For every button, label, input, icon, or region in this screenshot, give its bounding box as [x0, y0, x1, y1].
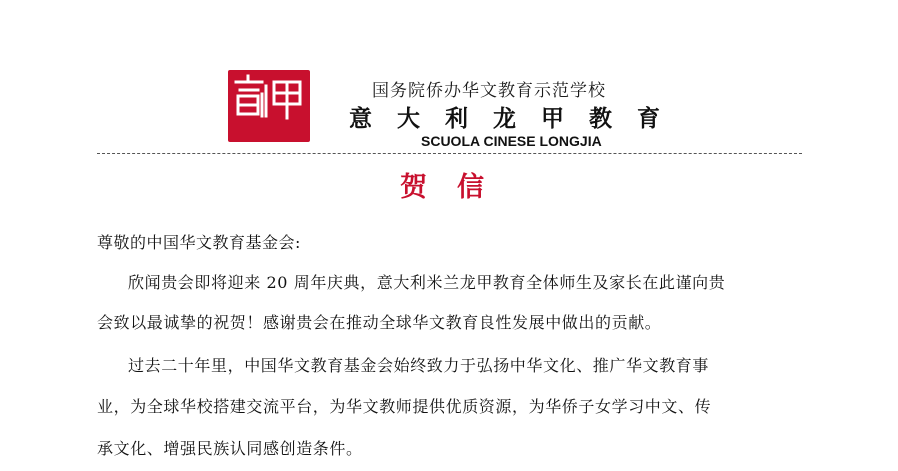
- school-name-it: SCUOLA CINESE LONGJIA: [421, 133, 602, 149]
- longjia-logo: [228, 70, 310, 142]
- header-divider: [97, 153, 802, 154]
- salutation: 尊敬的中国华文教育基金会:: [97, 233, 301, 252]
- paragraph-2-line-1: 过去二十年里，中国华文教育基金会始终致力于弘扬中华文化、推广华文教育事: [128, 356, 710, 375]
- paragraph-2-line-2: 业，为全球华校搭建交流平台，为华文教师提供优质资源，为华侨子女学习中文、传: [97, 397, 712, 416]
- paragraph-1-line-1: 欣闻贵会即将迎来 20 周年庆典，意大利米兰龙甲教育全体师生及家长在此谨向贵: [128, 273, 726, 292]
- org-line: 国务院侨办华文教育示范学校: [372, 81, 606, 101]
- paragraph-1-line-2: 会致以最诚挚的祝贺！感谢贵会在推动全球华文教育良性发展中做出的贡献。: [97, 313, 662, 332]
- school-name-cn: 意大利龙甲教育: [349, 106, 685, 132]
- paragraph-2-line-3: 承文化、增强民族认同感创造条件。: [97, 439, 363, 458]
- letter-title: 贺信: [400, 172, 514, 203]
- longjia-seal-icon: [228, 70, 310, 142]
